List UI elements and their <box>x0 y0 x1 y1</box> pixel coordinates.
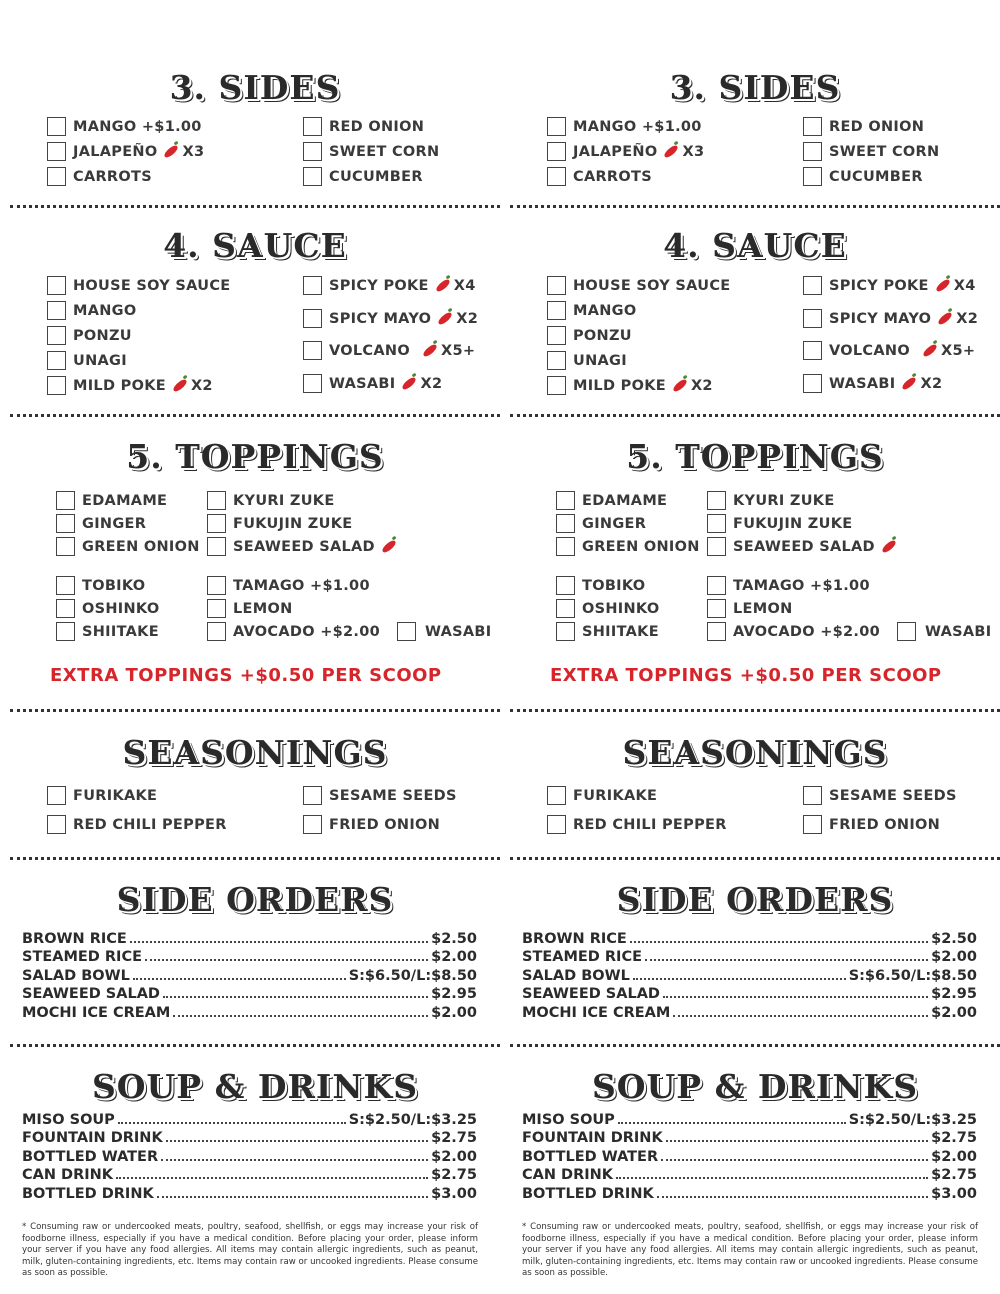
menu-column-left <box>10 0 500 1294</box>
checkbox[interactable] <box>303 142 322 161</box>
option-wasabi-topping[interactable]: WASABI <box>897 622 991 641</box>
checkbox[interactable] <box>47 351 66 370</box>
option-jalapeno[interactable]: JALAPEÑO X3 <box>47 142 204 161</box>
checkbox[interactable] <box>303 341 322 360</box>
checkbox[interactable] <box>547 351 566 370</box>
option-lemon[interactable]: LEMON <box>207 599 293 618</box>
checkbox[interactable] <box>56 537 75 556</box>
option-wasabi-topping[interactable]: WASABI <box>397 622 491 641</box>
chili-pepper-icon <box>663 144 680 159</box>
checkbox[interactable] <box>707 576 726 595</box>
checkbox[interactable] <box>207 491 226 510</box>
option-avocado[interactable]: AVOCADO +$2.00 <box>707 622 880 641</box>
option-avocado[interactable]: AVOCADO +$2.00 <box>207 622 380 641</box>
price-row: MOCHI ICE CREAM $2.00 <box>522 1005 977 1021</box>
price-row: FOUNTAIN DRINK $2.75 <box>522 1130 977 1146</box>
checkbox[interactable] <box>556 622 575 641</box>
price-row: BOTTLED DRINK $3.00 <box>22 1186 477 1202</box>
option-edamame[interactable]: EDAMAME <box>56 491 167 510</box>
dotted-divider <box>510 205 1000 208</box>
checkbox[interactable] <box>556 576 575 595</box>
section-title-side-orders: SIDE ORDERS <box>116 880 394 919</box>
checkbox[interactable] <box>47 301 66 320</box>
option-green-onion[interactable]: GREEN ONION <box>556 537 700 556</box>
option-lemon[interactable]: LEMON <box>707 599 793 618</box>
price-row: SEAWEED SALAD $2.95 <box>522 986 977 1002</box>
option-furikake[interactable]: FURIKAKE <box>547 786 657 805</box>
price-row: BOTTLED WATER $2.00 <box>522 1149 977 1165</box>
chili-pepper-icon <box>163 144 180 159</box>
checkbox[interactable] <box>556 537 575 556</box>
section-title-sides: 3. SIDES <box>169 68 341 107</box>
checkbox[interactable] <box>803 117 822 136</box>
chili-pepper-icon <box>380 539 397 554</box>
checkbox[interactable] <box>707 622 726 641</box>
checkbox[interactable] <box>707 537 726 556</box>
extra-toppings-note: EXTRA TOPPINGS +$0.50 PER SCOOP <box>550 665 942 686</box>
checkbox[interactable] <box>897 622 916 641</box>
option-furikake[interactable]: FURIKAKE <box>47 786 157 805</box>
checkbox[interactable] <box>547 326 566 345</box>
checkbox[interactable] <box>547 376 566 395</box>
chili-pepper-icon <box>434 278 451 293</box>
section-title-sauce: 4. SAUCE <box>163 226 347 265</box>
option-mango[interactable]: MANGO +$1.00 <box>47 117 202 136</box>
checkbox[interactable] <box>56 622 75 641</box>
checkbox[interactable] <box>556 491 575 510</box>
section-title-soup-drinks: SOUP & DRINKS <box>91 1067 419 1106</box>
checkbox[interactable] <box>547 142 566 161</box>
option-fukujin-zuke[interactable]: FUKUJIN ZUKE <box>707 514 852 533</box>
checkbox[interactable] <box>207 576 226 595</box>
price-row: FOUNTAIN DRINK $2.75 <box>22 1130 477 1146</box>
option-oshinko[interactable]: OSHINKO <box>56 599 159 618</box>
chili-pepper-icon <box>671 378 688 393</box>
checkbox[interactable] <box>47 276 66 295</box>
option-sesame-seeds[interactable]: SESAME SEEDS <box>803 786 957 805</box>
option-unagi[interactable]: UNAGI <box>547 351 627 370</box>
dotted-divider <box>510 1044 1000 1047</box>
checkbox[interactable] <box>803 167 822 186</box>
checkbox[interactable] <box>207 622 226 641</box>
section-title-toppings: 5. TOPPINGS <box>626 437 884 476</box>
section-title-toppings: 5. TOPPINGS <box>126 437 384 476</box>
section-title-soup-drinks: SOUP & DRINKS <box>591 1067 919 1106</box>
option-kyuri-zuke[interactable]: KYURI ZUKE <box>707 491 835 510</box>
option-mango-sauce[interactable]: MANGO <box>47 301 137 320</box>
checkbox[interactable] <box>303 117 322 136</box>
option-tamago[interactable]: TAMAGO +$1.00 <box>707 576 870 595</box>
option-spicy-mayo[interactable]: SPICY MAYO X2 <box>303 309 478 328</box>
checkbox[interactable] <box>803 341 822 360</box>
checkbox[interactable] <box>547 117 566 136</box>
option-fukujin-zuke[interactable]: FUKUJIN ZUKE <box>207 514 352 533</box>
dotted-divider <box>10 414 500 417</box>
chili-pepper-icon <box>921 343 938 358</box>
chili-pepper-icon <box>171 378 188 393</box>
checkbox[interactable] <box>303 815 322 834</box>
option-sweet-corn[interactable]: SWEET CORN <box>803 142 939 161</box>
price-row: SALAD BOWL S:$6.50/L:$8.50 <box>22 968 477 984</box>
option-seaweed-salad[interactable]: SEAWEED SALAD <box>707 537 899 556</box>
price-row: MISO SOUP S:$2.50/L:$3.25 <box>22 1112 477 1128</box>
price-row: BOTTLED WATER $2.00 <box>22 1149 477 1165</box>
price-row: STEAMED RICE $2.00 <box>522 949 977 965</box>
option-mango-sauce[interactable]: MANGO <box>547 301 637 320</box>
checkbox[interactable] <box>303 167 322 186</box>
chili-pepper-icon <box>437 311 454 326</box>
checkbox[interactable] <box>303 309 322 328</box>
price-row: CAN DRINK $2.75 <box>522 1167 977 1183</box>
option-spicy-poke[interactable]: SPICY POKE X4 <box>303 276 476 295</box>
option-carrots[interactable]: CARROTS <box>47 167 152 186</box>
allergy-disclaimer: * Consuming raw or undercooked meats, poultry, seafood, shellfish, or eggs may increase your risk of foodborne illness, especially if you have a medical condition. Before placing your order, please inform your server if you have any food allergies. All items may contain allergic ingredients, such as peanut, milk, gluten-containing ingredients, etc. Items may contain raw or uncooked ingredients. Please consume as soon as possible. <box>522 1222 978 1278</box>
option-tobiko[interactable]: TOBIKO <box>56 576 145 595</box>
checkbox[interactable] <box>547 167 566 186</box>
dotted-divider <box>10 709 500 712</box>
checkbox[interactable] <box>47 326 66 345</box>
section-title-seasonings: SEASONINGS <box>622 733 888 772</box>
checkbox[interactable] <box>803 309 822 328</box>
checkbox[interactable] <box>47 786 66 805</box>
option-red-chili-pepper[interactable]: RED CHILI PEPPER <box>547 815 727 834</box>
chili-pepper-icon <box>880 539 897 554</box>
chili-pepper-icon <box>401 376 418 391</box>
option-jalapeno[interactable]: JALAPEÑO X3 <box>547 142 704 161</box>
dotted-divider <box>10 857 500 860</box>
checkbox[interactable] <box>303 786 322 805</box>
option-mild-poke[interactable]: MILD POKE X2 <box>547 376 713 395</box>
option-spicy-poke[interactable]: SPICY POKE X4 <box>803 276 976 295</box>
dotted-divider <box>510 709 1000 712</box>
option-volcano[interactable]: VOLCANO X5+ <box>303 341 475 360</box>
checkbox[interactable] <box>47 815 66 834</box>
option-ponzu[interactable]: PONZU <box>547 326 632 345</box>
checkbox[interactable] <box>47 167 66 186</box>
option-kyuri-zuke[interactable]: KYURI ZUKE <box>207 491 335 510</box>
checkbox[interactable] <box>397 622 416 641</box>
option-oshinko[interactable]: OSHINKO <box>556 599 659 618</box>
section-title-sauce: 4. SAUCE <box>663 226 847 265</box>
checkbox[interactable] <box>207 599 226 618</box>
option-seaweed-salad[interactable]: SEAWEED SALAD <box>207 537 399 556</box>
chili-pepper-icon <box>937 311 954 326</box>
option-tobiko[interactable]: TOBIKO <box>556 576 645 595</box>
checkbox[interactable] <box>707 514 726 533</box>
option-cucumber[interactable]: CUCUMBER <box>803 167 923 186</box>
option-sesame-seeds[interactable]: SESAME SEEDS <box>303 786 457 805</box>
allergy-disclaimer: * Consuming raw or undercooked meats, poultry, seafood, shellfish, or eggs may increase your risk of foodborne illness, especially if you have a medical condition. Before placing your order, please inform your server if you have any food allergies. All items may contain allergic ingredients, such as peanut, milk, gluten-containing ingredients, etc. Items may contain raw or uncooked ingredients. Please consume as soon as possible. <box>22 1222 478 1278</box>
section-title-side-orders: SIDE ORDERS <box>616 880 894 919</box>
checkbox[interactable] <box>707 491 726 510</box>
checkbox[interactable] <box>547 786 566 805</box>
option-green-onion[interactable]: GREEN ONION <box>56 537 200 556</box>
price-row: STEAMED RICE $2.00 <box>22 949 477 965</box>
checkbox[interactable] <box>547 301 566 320</box>
checkbox[interactable] <box>47 376 66 395</box>
checkbox[interactable] <box>803 786 822 805</box>
price-row: SEAWEED SALAD $2.95 <box>22 986 477 1002</box>
option-edamame[interactable]: EDAMAME <box>556 491 667 510</box>
checkbox[interactable] <box>707 599 726 618</box>
option-red-onion[interactable]: RED ONION <box>303 117 424 136</box>
option-house-soy-sauce[interactable]: HOUSE SOY SAUCE <box>547 276 730 295</box>
option-mild-poke[interactable]: MILD POKE X2 <box>47 376 213 395</box>
option-tamago[interactable]: TAMAGO +$1.00 <box>207 576 370 595</box>
price-row: BROWN RICE $2.50 <box>22 931 477 947</box>
chili-pepper-icon <box>421 343 438 358</box>
option-fried-onion[interactable]: FRIED ONION <box>303 815 440 834</box>
checkbox[interactable] <box>547 276 566 295</box>
dotted-divider <box>510 857 1000 860</box>
section-title-seasonings: SEASONINGS <box>122 733 388 772</box>
price-row: MISO SOUP S:$2.50/L:$3.25 <box>522 1112 977 1128</box>
checkbox[interactable] <box>547 815 566 834</box>
dotted-divider <box>510 414 1000 417</box>
price-row: SALAD BOWL S:$6.50/L:$8.50 <box>522 968 977 984</box>
option-red-onion[interactable]: RED ONION <box>803 117 924 136</box>
section-title-sides: 3. SIDES <box>669 68 841 107</box>
checkbox[interactable] <box>56 599 75 618</box>
checkbox[interactable] <box>56 576 75 595</box>
option-sweet-corn[interactable]: SWEET CORN <box>303 142 439 161</box>
price-row: CAN DRINK $2.75 <box>22 1167 477 1183</box>
option-red-chili-pepper[interactable]: RED CHILI PEPPER <box>47 815 227 834</box>
option-shiitake[interactable]: SHIITAKE <box>56 622 159 641</box>
option-mango[interactable]: MANGO +$1.00 <box>547 117 702 136</box>
dotted-divider <box>10 1044 500 1047</box>
checkbox[interactable] <box>207 537 226 556</box>
checkbox[interactable] <box>556 514 575 533</box>
checkbox[interactable] <box>556 599 575 618</box>
checkbox[interactable] <box>803 142 822 161</box>
option-wasabi-sauce[interactable]: WASABI X2 <box>303 374 442 393</box>
checkbox[interactable] <box>207 514 226 533</box>
option-cucumber[interactable]: CUCUMBER <box>303 167 423 186</box>
option-spicy-mayo[interactable]: SPICY MAYO X2 <box>803 309 978 328</box>
option-volcano[interactable]: VOLCANO X5+ <box>803 341 975 360</box>
checkbox[interactable] <box>47 142 66 161</box>
chili-pepper-icon <box>901 376 918 391</box>
checkbox[interactable] <box>56 514 75 533</box>
price-row: BOTTLED DRINK $3.00 <box>522 1186 977 1202</box>
option-unagi[interactable]: UNAGI <box>47 351 127 370</box>
extra-toppings-note: EXTRA TOPPINGS +$0.50 PER SCOOP <box>50 665 442 686</box>
option-house-soy-sauce[interactable]: HOUSE SOY SAUCE <box>47 276 230 295</box>
option-shiitake[interactable]: SHIITAKE <box>556 622 659 641</box>
price-row: BROWN RICE $2.50 <box>522 931 977 947</box>
checkbox[interactable] <box>803 374 822 393</box>
option-ginger[interactable]: GINGER <box>556 514 646 533</box>
dotted-divider <box>10 205 500 208</box>
checkbox[interactable] <box>303 374 322 393</box>
menu-column-right <box>510 0 1000 1294</box>
checkbox[interactable] <box>56 491 75 510</box>
checkbox[interactable] <box>47 117 66 136</box>
chili-pepper-icon <box>934 278 951 293</box>
option-carrots[interactable]: CARROTS <box>547 167 652 186</box>
checkbox[interactable] <box>803 276 822 295</box>
checkbox[interactable] <box>303 276 322 295</box>
option-ginger[interactable]: GINGER <box>56 514 146 533</box>
option-wasabi-sauce[interactable]: WASABI X2 <box>803 374 942 393</box>
option-ponzu[interactable]: PONZU <box>47 326 132 345</box>
option-fried-onion[interactable]: FRIED ONION <box>803 815 940 834</box>
price-row: MOCHI ICE CREAM $2.00 <box>22 1005 477 1021</box>
checkbox[interactable] <box>803 815 822 834</box>
